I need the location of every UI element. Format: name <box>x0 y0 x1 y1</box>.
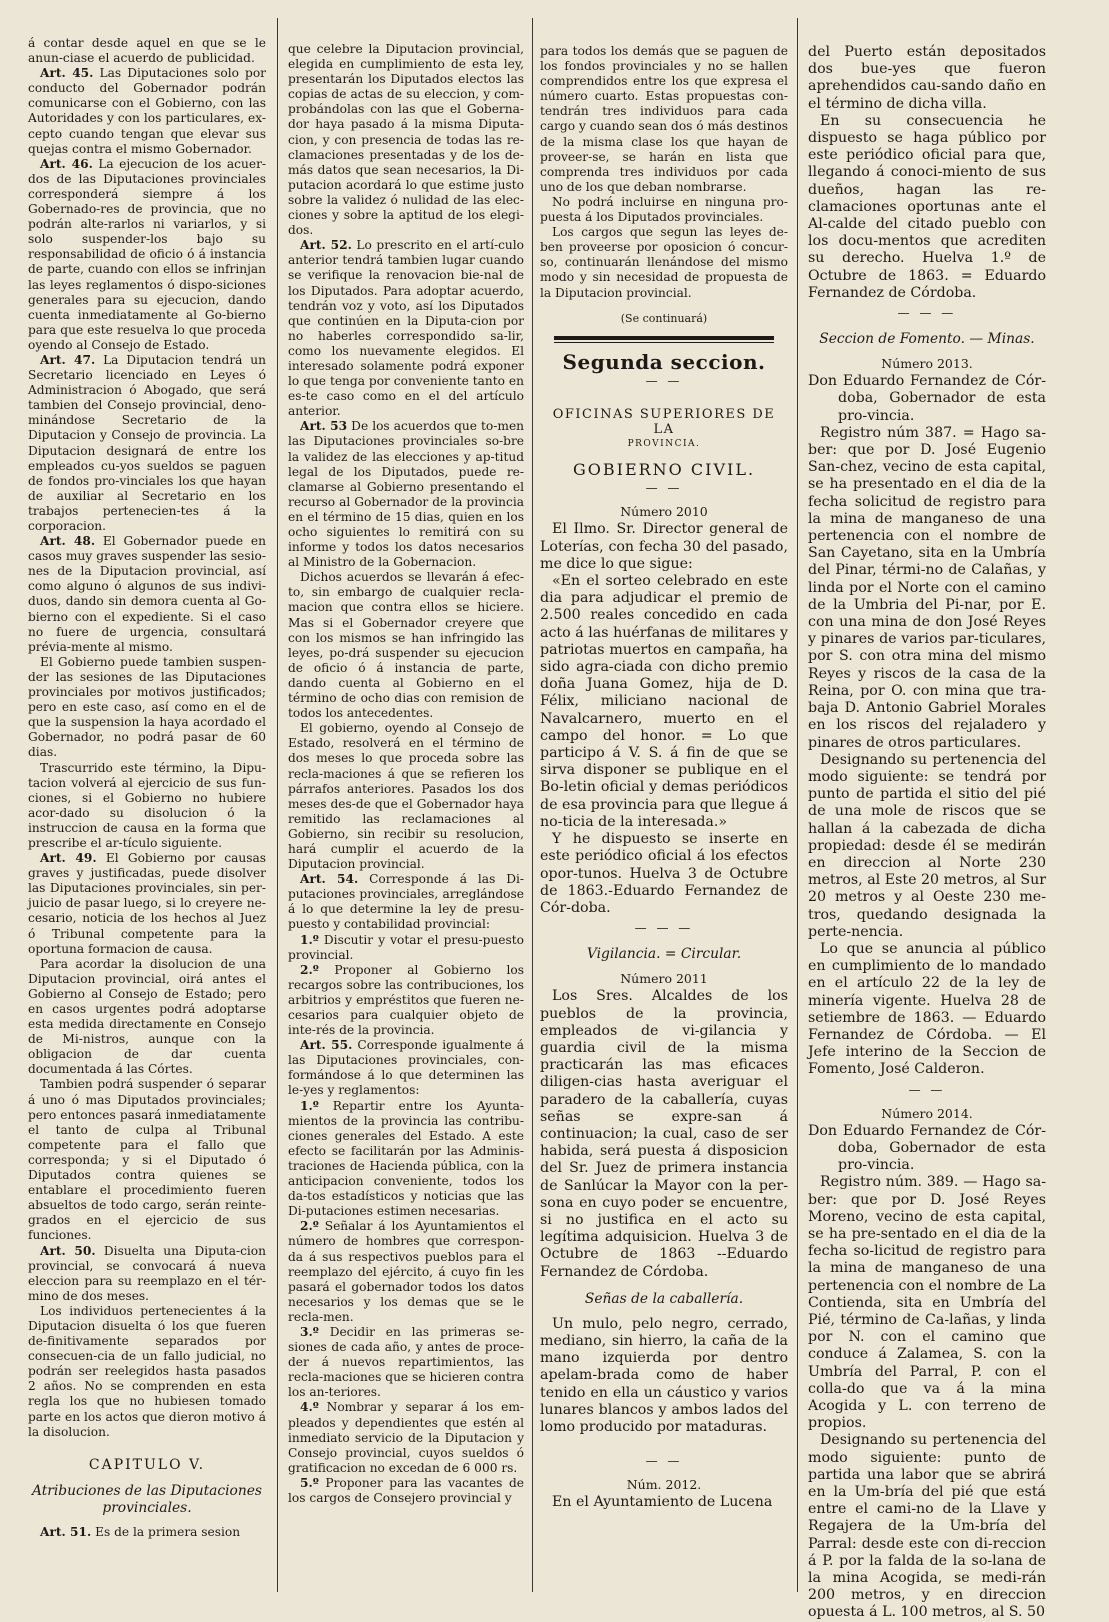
section-heading: Atribuciones de las Diputaciones provinciales. <box>32 1482 262 1516</box>
column-rule <box>797 18 798 1592</box>
list-item <box>288 933 524 963</box>
paragraph-text: Don Eduardo Fernandez de Cór-doba, Gobernador de esta pro-vincia. <box>808 373 1046 424</box>
paragraph: Y he dispuesto se inserte en este periódico oficial á los efectos opor-tunos. Huelva 3 de Octubre de 1863.-Eduardo Fernandez de Cór-doba. <box>540 831 788 916</box>
article-number: Art. 52. <box>300 238 352 253</box>
list-item <box>288 1476 524 1506</box>
heading-provincia: PROVINCIA. <box>627 439 701 450</box>
paragraph: Registro núm. 389. — Hago sa-ber: que por D. José Reyes Moreno, vecino de esta capital, se ha pre-sentado en el dia de la fecha so-licitud de registro para la mina de manganeso de una pertenencia con el nombre de La Contienda, sita en Umbría del Pié, término de Ca-lañas, y linda por N. con el camino que conduce á Zalamea, S. con la Umbría del Parral, P. con el colla-do que va á la mina Acogida y L. con terreno de propios. <box>808 1174 1046 1432</box>
item-number: 2.º <box>300 962 319 977</box>
paragraph: Designando su pertenencia del modo siguiente: se tendrá por punto de partida el sitio del pié de una mole de riscos que se hallan á la cabezada de dicha propiedad: desde él se medirán en direccion al Norte 230 metros, al Este 20 metros, al Sur 20 metros y al Oeste 230 me-tros, quedando designada la perte-nencia. <box>808 751 1046 940</box>
divider: — — <box>645 481 683 496</box>
column-1 <box>28 36 266 1590</box>
paragraph: del Puerto están depositados dos bue-yes que fueron aprehendidos cau-sando daño en el término de dicha villa. <box>808 44 1046 112</box>
notice-number: Número 2014. <box>881 1105 973 1121</box>
article-text: La Diputacion tendrá un Secretario licenciado en Leyes ó Administracion ó Abogado, que será tambien del Consejo provincial, deno-minándose Secretario de la Diputacion y Consejo de provincia. La Diputacion designará de entre los empleados cu-yos sueldos se paguen de fondos pro-vinciales los que hayan de auxiliar al Secretario en los trabajos pertenecien-tes á la corporacion. <box>28 352 266 533</box>
notice-number: Número 2010 <box>620 504 708 520</box>
article-text: Las Diputaciones solo por conducto del Gobernador podrán comunicarse con el Gobierno, con las Autoridades y con los particulares, ex-cepto cuando tengan que elevar sus quejas contra el mismo Gobernador. <box>28 66 267 156</box>
paragraph: Los cargos que segun las leyes de-ben proveerse por oposicion ó concur-so, continuarán llenándose del mismo modo y sin necesidad de propuesta de la Diputacion provincial. <box>540 225 788 300</box>
article-text: La ejecucion de los acuer-dos de las Diputaciones provinciales corresponderá siempre á los Gobernado-res de provincia, que no podrán alte-rarlos ni variarlos, y si solo suspender-los bajo su responsabilidad de oficio ó á instancia de parte, cuando con ellos se infrinjan las leyes reglamentos ó dispo-siciones generales para su ejecucion, dando cuenta inmediatamente al Go-bierno para que este resuelva lo que proceda oyendo al Consejo de Estado. <box>28 156 267 352</box>
paragraph: El Ilmo. Sr. Director general de Loterías, con fecha 30 del pasado, me dice lo que sigue: <box>540 521 788 572</box>
article-text: Corresponde igualmente á las Diputaciones provinciales, con-formándose á lo que determinen las le-yes y reglamentos: <box>288 1038 524 1098</box>
column-rule <box>277 18 278 1592</box>
article-text: Lo prescrito en el artí-culo anterior tendrá tambien lugar cuando se verifique la renovacion bie-nal de los Diputados. Para adoptar acuerdo, tendrán voz y voto, así los Diputados que continúen en la Diputa-cion por no haberles correspondido sa-lir, como los nuevamente elegidos. El interesado solamente podrá exponer lo que tenga por conveniente tanto en es-te caso como en el del artículo anterior. <box>288 238 524 419</box>
article-53 <box>288 419 524 570</box>
paragraph: En el Ayuntamiento de Lucena <box>552 1494 773 1511</box>
article-text: De los acuerdos que to-men las Diputaciones provinciales so-bre la validez de las elecciones y ap-titud legal de los Diputados, puede re-clamarse al Gobierno presentando el recurso al Gobernador de la provincia en el término de 15 dias, quien en los ocho siguientes lo remitirá con su informe y todos los datos necesarios al Ministro de la Gobernacion. <box>288 419 525 570</box>
column-3 <box>540 44 788 1590</box>
article-54 <box>288 872 524 932</box>
divider: — — <box>908 1082 946 1097</box>
item-text: Decidir en las primeras se-siones de cada año, y antes de proce-der á nuevos repartimientos, las recla-maciones que se hicieren contra los an-teriores. <box>288 1324 525 1400</box>
heading-oficinas: OFICINAS SUPERIORES DE LA <box>552 406 776 437</box>
section-title: Segunda seccion. <box>562 349 766 374</box>
paragraph: Para acordar la disolucion de una Diputacion provincial, oirá antes el Gobierno al Consejo de Estado; pero en casos urgentes podrá adoptarse esta medida directamente en Consejo de Mi-nistros, aunque con la obligacion de dar cuenta documentada á las Córtes. <box>28 956 266 1077</box>
item-number: 2.º <box>300 1219 319 1234</box>
paragraph: á contar desde aquel en que se le anun-ciase el acuerdo de publicidad. <box>28 36 266 66</box>
paragraph: «En el sorteo celebrado en este dia para adjudicar el premio de 2.500 reales concedido en cada acto á las huérfanas de militares y patriotas muertos en campaña, ha sido agra-ciada con dicho premio doña Juana Gomez, hija de D. Félix, miliciano nacional de Navalcarnero, muerto en el campo del honor. = Lo que participo á V. S. á fin de que se sirva disponer se publique en el Bo-letin oficial y demas periódicos de esa provincia para que llegue á no-ticia de la interesada.» <box>540 573 788 830</box>
notice-number: Número 2013. <box>881 356 973 372</box>
paragraph: que celebre la Diputacion provincial, elegida en cumplimiento de esta ley, presentarán los Diputados electos las copias de actas de su eleccion, y com-probándolas con las que el Goberna-dor haya pasado á la misma Diputa-cion, y con presencia de todas las re-clamaciones presentadas y de los de-más datos que sean necesarios, la Di-putacion acordará lo que estime justo sobre la validez ó nulidad de las elec-ciones y sobre la aptitud de los elegi-dos. <box>288 42 524 238</box>
article-46 <box>28 157 266 353</box>
item-number: 1.º <box>300 1098 319 1113</box>
paragraph: Designando su pertenencia del modo siguiente: punto de partida una labor que se abrirá en la Um-bría del pié que está entre el cami-no de la Llave y Regajera de la Um-bría del Parral: desde este con di-reccion á P. por la falda de la so-lana de la mina Acogida, se medi-rán 200 metros, y en direccion opuesta á L. 100 metros, al S. 50 <box>808 1432 1046 1621</box>
notice-number: Número 2011 <box>620 971 708 987</box>
article-45 <box>28 66 266 157</box>
column-2 <box>288 42 524 1590</box>
paragraph: Tambien podrá suspender ó separar á uno ó mas Diputados provinciales; pero entonces pasará inmediatamente el tanto de culpa al Tribunal competente para el fallo que corresponda; y si el Diputado ó Diputados contra quienes se entablare el procedimiento fueren absueltos de todo cargo, serán reinte-grados en el ejercicio de sus funciones. <box>28 1077 266 1243</box>
article-55 <box>288 1038 524 1098</box>
paragraph: En su consecuencia he dispuesto se haga público por este periódico oficial para que, llegando á conoci-miento de sus dueños, hagan las re-clamaciones oportunas ante el Al-calde del citado pueblo con los docu-mentos que acrediten su derecho. Huelva 1.º de Octubre de 1863. = Eduardo Fernandez de Córdoba. <box>808 112 1046 301</box>
column-rule <box>532 18 533 1592</box>
article-49 <box>28 851 266 957</box>
list-item <box>288 1325 524 1400</box>
article-number: Art. 46. <box>40 156 93 171</box>
paragraph: Los Sres. Alcaldes de los pueblos de la provincia, empleados de vi-gilancia y guardia civil de la misma practicarán las mas eficaces diligen-cias hasta averiguar el paradero de la caballería, cuyas señas se expre-san á continuacion; la cual, caso de ser habida, será puesta á disposicion del Sr. Juez de primera instancia de Sanlúcar la Mayor con la per-sona en cuyo poder se encuentre, si no justifica en el acto su legítima adquisicion. Huelva 3 de Octubre de 1863 --Eduardo Fernandez de Córdoba. <box>540 988 788 1280</box>
item-text: Señalar á los Ayuntamientos el número de hombres que correspon-da á sus respectivos pueblos para el reemplazo del ejército, á cuyo fin les pasará el gobernador todos los datos necesarios y los demas que se le recla-men. <box>288 1219 525 1324</box>
paragraph: Dichos acuerdos se llevarán á efec-to, sin embargo de cualquier recla-macion que contra ellos se hiciere. Mas si el Gobernador creyere que con los mismos se han infringido las leyes, po-drá suspender su ejecucion de oficio ó á instancia de parte, dando cuenta al Gobierno en el término de ocho dias con remision de todos los antecedentes. <box>288 570 524 721</box>
article-number: Art. 48. <box>40 534 96 549</box>
section-rule <box>554 336 774 340</box>
section-heading: Seccion de Fomento. — Minas. <box>819 331 1035 348</box>
item-number: 1.º <box>300 932 319 947</box>
paragraph-text: Don Eduardo Fernandez de Cór-doba, Gobernador de esta pro-vincia. <box>808 1122 1046 1174</box>
paragraph: Registro núm 387. = Hago sa-ber: que por D. José Eugenio San-chez, vecino de esta capital, se ha presentado en el dia de la fecha solicitud de registro para la mina de manganeso de una pertenencia con el nombre de San Cayetano, sita en la Umbría del Pinar, térmi-no de Calañas, y linda por el Norte con el camino de la Umbria del Pi-nar, por E. con una mina de don José Reyes y pinares de varios par-ticulares, por S. con otra mina del mismo Reyes y riscos de la casa de la Reina, por O. con mina que tra-baja D. Antonio Gabriel Morales en los riscos del rejaladero y pinares de otros particulares. <box>808 424 1046 751</box>
item-number: 4.º <box>300 1400 319 1415</box>
list-item <box>288 1400 524 1475</box>
divider: — — <box>645 373 683 388</box>
divider: — — — <box>634 921 694 936</box>
article-text: El Gobernador puede en casos muy graves suspender las sesio-nes de la Diputacion provincial, así como alguno ó algunos de sus indivi-duos, dando sin demora cuenta al Go-bierno con el expediente. Si el caso no fuere de urgencia, consultará prévia-mente al mismo. <box>28 534 266 654</box>
item-number: 3.º <box>300 1324 319 1339</box>
paragraph: Los individuos pertenecientes á la Diputacion disuelta ó los que fueren de-finitivamente separados por consecuen-cia de un fallo judicial, no podrán ser reelegidos hasta pasados 2 años. No se comprenden en esta regla los que no hubiesen tomado parte en los actos que dieron motivo á la disolucion. <box>28 1303 266 1439</box>
article-text: Disuelta una Diputa-cion provincial, se convocará á nueva eleccion para su reemplazo en el tér-mino de dos meses. <box>28 1243 266 1303</box>
paragraph: El Gobierno puede tambien suspen-der las sesiones de las Diputaciones provinciales por motivos justificados; pero en este caso, así como en el de que la suspension la haya acordado el Gobernador, no podrá pasar de 60 dias. <box>28 654 266 760</box>
article-47 <box>28 353 266 534</box>
divider: — — — <box>897 306 957 321</box>
chapter-heading: CAPITULO V. <box>88 1456 206 1473</box>
list-item <box>288 963 524 1038</box>
heading-gobierno-civil: GOBIERNO CIVIL. <box>572 460 756 480</box>
article-48 <box>28 534 266 655</box>
paragraph: El gobierno, oyendo al Consejo de Estado, resolverá en el término de dos meses lo que proceda sobre las recla-maciones á que se refieren los párrafos anteriores. Pasados los dos meses des-de que el Gobernador haya remitido las reclamaciones al Gobierno, sin recibir su resolucion, hará cumplir el acuerdo de la Diputacion provincial. <box>288 721 524 872</box>
section-heading: Señas de la caballería. <box>584 1290 744 1307</box>
item-number: 5.º <box>300 1475 319 1490</box>
notice-number: Núm. 2012. <box>626 1477 702 1493</box>
article-number: Art. 50. <box>40 1243 96 1258</box>
article-number: Art. 45. <box>40 66 94 81</box>
section-rule <box>554 342 774 343</box>
continued-note: (Se continuará) <box>620 311 708 325</box>
article-text: Corresponde á las Di-putaciones provinciales, arreglándose á lo que determine la ley de presu-puesto y contabilidad provincial: <box>288 872 524 932</box>
divider: — — <box>645 1454 683 1469</box>
article-number: Art. 55. <box>300 1038 353 1053</box>
item-text: Repartir entre los Ayunta-mientos de la provincia las contribu-ciones generales del Estado. A este efecto se facilitarán por las Adminis-traciones de Hacienda pública, con la anticipacion conveniente, todos los da-tos estadísticos y noticias que las Di-putaciones estimen necesarias. <box>288 1098 525 1219</box>
article-50 <box>28 1244 266 1304</box>
paragraph: No podrá incluirse en ninguna pro-puesta á los Diputados provinciales. <box>540 194 788 225</box>
article-51 <box>28 1525 266 1540</box>
article-text: Es de la primera sesion <box>95 1524 241 1539</box>
paragraph: para todos los demás que se paguen de los fondos provinciales y no se hallen comprendidos entre los que expresa el número cuarto. Estas propuestas con-tendrán tres individuos para cada cargo y cuando sean dos ó más destinos de la misma clase los que hayan de proveer-se, se harán en lista que comprenda tres individuos por cada uno de los que deban nombrarse. <box>540 44 788 194</box>
list-item <box>288 1219 524 1325</box>
paragraph: Un mulo, pelo negro, cerrado, mediano, sin hierro, la caña de la mano izquierda por dentro apelam-brada como de haber tenido en ella un cáustico y varios lunares blancos y ambos lados del lomo producido por mataduras. <box>540 1315 788 1435</box>
paragraph <box>808 1123 1046 1175</box>
item-text: Discutir y votar el presu-puesto provincial. <box>288 932 525 962</box>
list-item <box>288 1099 524 1220</box>
paragraph <box>808 373 1046 425</box>
article-text: El Gobierno por causas graves y justificadas, puede disolver las Diputaciones provinciales, sin per-juicio de pasar luego, si lo creyere ne-cesario, noticia de los hechos al Juez ó Tribunal competente para la oportuna formacion de causa. <box>28 851 266 956</box>
article-52 <box>288 238 524 419</box>
article-number: Art. 53 <box>300 419 348 434</box>
article-number: Art. 51. <box>40 1524 92 1539</box>
item-text: Proponer para las vacantes de los cargos de Consejero provincial y <box>288 1475 524 1505</box>
paragraph: Lo que se anuncia al público en cumplimiento de lo mandado en el artículo 22 de la ley de minería vigente. Huelva 28 de setiembre de 1863. — Eduardo Fernandez de Córdoba. — El Jefe interino de la Seccion de Fomento, José Calderon. <box>808 940 1046 1078</box>
article-number: Art. 49. <box>40 851 97 866</box>
article-number: Art. 54. <box>300 872 359 887</box>
column-4 <box>808 44 1046 1621</box>
section-heading: Vigilancia. = Circular. <box>586 946 742 963</box>
article-number: Art. 47. <box>40 352 96 367</box>
item-text: Nombrar y separar á los em-pleados y dependientes que estén al inmediato servicio de la Diputacion y Consejo provincial, cuyos sueldos ó gratificacion no excedan de 6 000 rs. <box>288 1400 524 1475</box>
item-text: Proponer al Gobierno los recargos sobre las contribuciones, los arbitrios y empréstitos que fueren ne-cesarios para cualquier objeto de inte-rés de la provincia. <box>288 962 524 1038</box>
paragraph: Trascurrido este término, la Dipu-tacion volverá al ejercicio de sus fun-ciones, si el Gobierno no hubiere acor-dado su disolucion ó la instruccion de causa en la forma que prescribe el ar-tículo siguiente. <box>28 760 266 850</box>
